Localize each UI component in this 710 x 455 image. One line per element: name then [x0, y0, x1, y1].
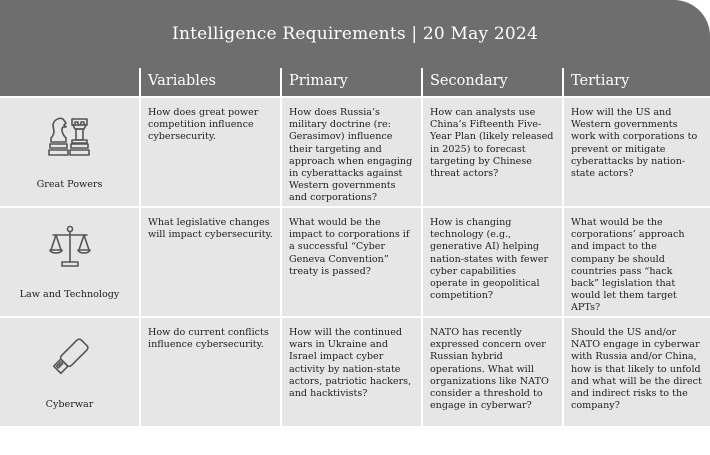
- cell-great-powers-secondary: How can analysts use China’s Fifteenth Five-Year Plan (likely released in 2025) to forecast targeting by Chinese threat actors?: [423, 98, 564, 208]
- page-title: Intelligence Requirements | 20 May 2024: [172, 24, 538, 44]
- cell-cyberwar-tertiary: Should the US and/or NATO engage in cyberwar with Russia and/or China, how is that likely to unfold and what will be the direct and indirect risks to the company?: [564, 318, 710, 428]
- cell-law-technology-variables: What legislative changes will impact cybersecurity.: [141, 208, 282, 318]
- header-corner: [0, 68, 141, 98]
- cell-law-technology-tertiary: What would be the corporations’ approach and impact to the company be should countries pass “hack back” legislation that would let them target APTs?: [564, 208, 710, 318]
- cell-great-powers-variables: How does great power competition influence cybersecurity.: [141, 98, 282, 208]
- requirements-table: [0, 68, 710, 428]
- cell-great-powers-primary: How does Russia’s military doctrine (re: Gerasimov) influence their targeting and approach when engaging in cyberattacks against Western governments and corporations?: [282, 98, 423, 208]
- cell-cyberwar-variables: How do current conflicts influence cybersecurity.: [141, 318, 282, 428]
- header-tertiary: Tertiary: [564, 68, 710, 98]
- usb-drive-icon: [47, 334, 93, 380]
- cell-great-powers-tertiary: How will the US and Western governments work with corporations to prevent or mitigate cyberattacks by nation-state actors?: [564, 98, 710, 208]
- row-label-text: Law and Technology: [19, 289, 120, 300]
- cell-cyberwar-primary: How will the continued wars in Ukraine and Israel impact cyber activity by nation-state actors, patriotic hackers, and hacktivists?: [282, 318, 423, 428]
- header-secondary: Secondary: [423, 68, 564, 98]
- header-primary: Primary: [282, 68, 423, 98]
- row-label-great-powers: [0, 98, 141, 208]
- scales-icon: [47, 224, 93, 270]
- row-label-cyberwar: [0, 318, 141, 428]
- row-label-law-and-technology: [0, 208, 141, 318]
- cell-law-technology-secondary: How is changing technology (e.g., generative AI) helping nation-states with fewer cyber capabilities operate in geopolitical competition?: [423, 208, 564, 318]
- header-variables: Variables: [141, 68, 282, 98]
- row-label-text: Great Powers: [36, 179, 103, 190]
- row-label-text: Cyberwar: [45, 399, 94, 410]
- cell-cyberwar-secondary: NATO has recently expressed concern over Russian hybrid operations. What will organizations like NATO consider a threshold to engage in cyberwar?: [423, 318, 564, 428]
- chess-icon: [47, 114, 93, 160]
- title-bar: [0, 0, 710, 68]
- cell-law-technology-primary: What would be the impact to corporations if a successful “Cyber Geneva Convention” treaty is passed?: [282, 208, 423, 318]
